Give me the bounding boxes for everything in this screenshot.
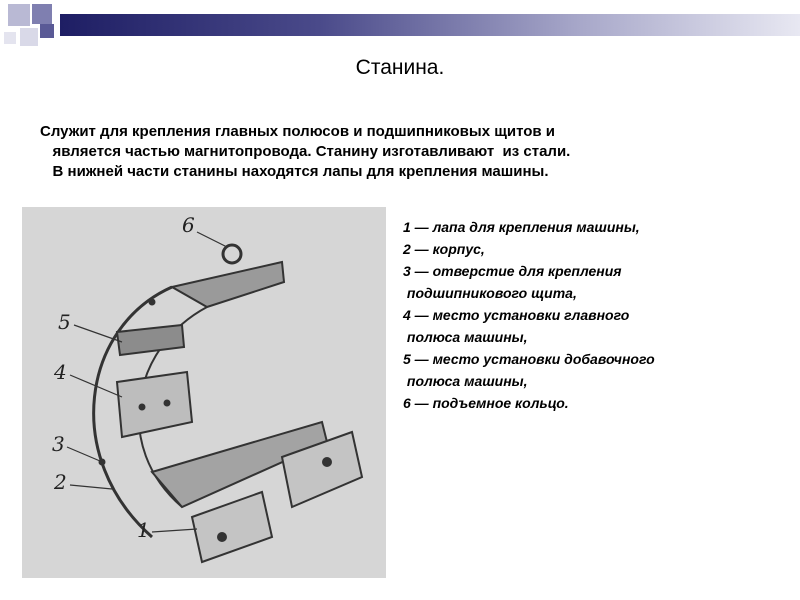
stator-frame-drawing (22, 207, 386, 578)
legend-item: 5 — место установки добавочного (403, 351, 655, 367)
pole-hole (165, 401, 170, 406)
lifting-ring (223, 245, 241, 263)
description-line: В нижней части станины находятся лапы для крепления машины. (40, 163, 549, 180)
callout-2: 2 (54, 470, 67, 494)
leader-line-6 (197, 232, 227, 247)
header-gradient-bar (60, 14, 800, 36)
legend-item: подшипникового щита, (403, 285, 577, 301)
callout-6: 6 (182, 213, 195, 237)
foot-hole (218, 533, 226, 541)
frame-top-rim (172, 262, 284, 307)
stator-frame-figure (22, 207, 386, 578)
description-line: Служит для крепления главных полюсов и подшипниковых щитов и (40, 123, 556, 140)
legend-item: полюса машины, (403, 373, 528, 389)
rim-hole (150, 300, 155, 305)
description-line: является частью магнитопровода. Станину изготавливают из стали. (40, 143, 571, 160)
legend-item: 6 — подъемное кольцо. (403, 395, 569, 411)
slide-title: Станина. (355, 56, 445, 79)
corner-decoration (0, 0, 60, 60)
figure-legend (403, 216, 793, 414)
leader-line-1 (152, 529, 197, 532)
foot-hole (323, 458, 331, 466)
callout-3: 3 (52, 432, 65, 456)
legend-item: 1 — лапа для крепления машины, (403, 219, 640, 235)
rim-hole (100, 460, 105, 465)
leader-line-3 (67, 447, 100, 461)
additional-pole-seat (117, 325, 184, 355)
legend-item: 2 — корпус, (403, 241, 485, 257)
callout-5: 5 (58, 310, 71, 334)
callout-4: 4 (54, 360, 67, 384)
pole-hole (140, 405, 145, 410)
leader-line-5 (74, 325, 122, 342)
leader-line-2 (70, 485, 112, 489)
mounting-foot-left (192, 492, 272, 562)
callout-1: 1 (137, 518, 150, 542)
legend-item: полюса машины, (403, 329, 528, 345)
legend-item: 3 — отверстие для крепления (403, 263, 622, 279)
main-pole-seat (117, 372, 192, 437)
legend-item: 4 — место установки главного (403, 307, 630, 323)
description-text (40, 122, 780, 182)
